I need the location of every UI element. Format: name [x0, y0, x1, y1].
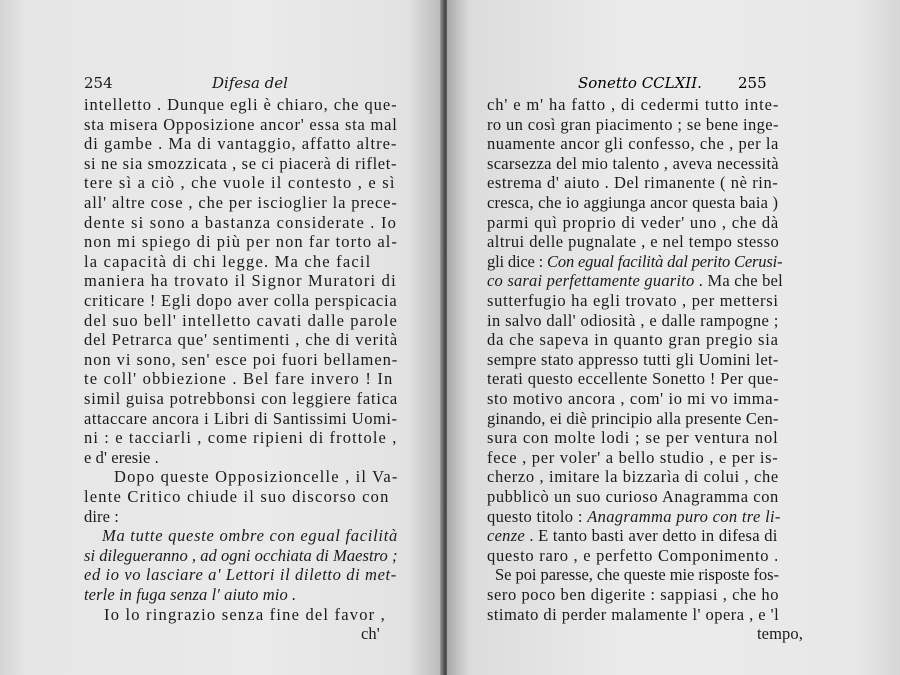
text-line: terle in fuga senza l' aiuto mio . [84, 585, 297, 604]
text-line: ch' [361, 624, 380, 644]
text-line: scarsezza del mio talento , aveva necessità [487, 153, 779, 173]
text-line: non vi sono, sen' esce poi fuori bellamen- [84, 349, 399, 369]
text-line: ch' e m' ha fatto , di cedermi tutto inte- [487, 95, 780, 114]
text-line: dente si sono a bastanza considerate . Io [84, 212, 398, 232]
text-line: all' altre cose , che per iscioglier la prece- [84, 193, 398, 212]
text-line: parmi quì proprio di veder' uno , che dà [487, 212, 779, 232]
text-line: non mi spiego di più per non far torto al- [84, 232, 398, 252]
text-line: tere sì a ciò , che vuole il contesto , e sì [84, 173, 396, 193]
text-line: altrui delle pugnalate , e nel tempo stesso [487, 232, 780, 252]
text-line: questo titolo : Anagramma puro con tre li- [487, 506, 781, 526]
left-page-number: 254 [84, 74, 113, 92]
text-line: sta misera Opposizione ancor' essa sta mal [84, 114, 398, 134]
text-line: maniera ha trovato il Signor Muratori di [84, 271, 397, 291]
text-line: estrema d' aiuto . Del rimanente ( nè rin- [487, 173, 779, 193]
text-line: ed io vo lasciare a' Lettori il diletto di met- [84, 565, 397, 585]
text-line: te coll' obbiezione . Bel fare invero ! In [84, 369, 394, 389]
text-line: cherzo , imitare la bizzarìa di colui , che [487, 467, 779, 487]
text-line: sura con molte lodi ; se per ventura nol [487, 428, 779, 448]
text-line: pubblicò un suo curioso Anagramma con [487, 487, 779, 506]
text-line: in salvo dall' odiosità , e dalle rampogne ; [487, 310, 779, 330]
right-page-number: 255 [738, 74, 767, 92]
text-line: Ma tutte queste ombre con egual facilità [102, 526, 398, 546]
text-line: intelletto . Dunque egli è chiaro, che que- [84, 95, 398, 114]
text-line: sero poco ben digerite : sappiasi , che ho [487, 585, 780, 604]
text-line: del suo bell' intelletto cavati dalle parole [84, 310, 398, 330]
text-line: da che sapeva in quanto gran pregio sia [487, 330, 779, 350]
text-line: Dopo queste Opposizioncelle , il Va- [114, 467, 399, 487]
text-line: tempo, [757, 624, 803, 644]
text-line: Io lo ringrazio senza fine del favor , [104, 604, 386, 624]
text-line: gli dice : Con egual facilità dal perito Cerusi- [487, 251, 783, 271]
text-line: del Petrarca que' sentimenti , che di verità [84, 330, 399, 350]
text-line: terati questo eccellente Sonetto ! Per que- [487, 369, 779, 389]
left-page [0, 0, 443, 675]
text-line: questo raro , e perfetto Componimento . [487, 545, 779, 565]
text-line: ginando, ei diè principio alla presente Cen- [487, 408, 779, 428]
text-line: dire : [84, 506, 119, 526]
text-line: di gambe . Ma di vantaggio, affatto altre- [84, 134, 398, 154]
text-line: si ne sia smozzicata , se ci piacerà di riflet- [84, 153, 398, 173]
text-line: sutterfugio ha egli trovato , per mettersi [487, 291, 779, 310]
text-line: cenze . E tanto basti aver detto in difesa di [487, 526, 778, 546]
text-line: sempre stato appresso tutti gli Uomini let- [487, 349, 779, 369]
text-line: stimato di perder malamente l' opera , e 'l [487, 604, 780, 624]
right-running-head: Sonetto CCLXII. [578, 74, 702, 92]
text-line: ro un così gran piacimento ; se bene inge- [487, 114, 779, 134]
text-line: simil guisa potrebbonsi con leggiere fatica [84, 389, 398, 408]
text-line: attaccare ancora i Libri di Santissimi Uomi- [84, 408, 398, 428]
text-line: lente Critico chiude il suo discorso con [84, 487, 390, 506]
text-line: co sarai perfettamente guarito . Ma che bel [487, 271, 783, 291]
text-line: la capacità di chi legge. Ma che facil [84, 251, 372, 271]
text-line: criticare ! Egli dopo aver colla perspicacia [84, 291, 398, 310]
text-line: fece , per voler' a bello studio , e per is- [487, 447, 779, 467]
text-line: sto motivo ancora , com' io mi vo imma- [487, 389, 780, 408]
left-running-head: Difesa del [212, 74, 288, 92]
text-line: ni : e tacciarli , come ripieni di frottole , [84, 428, 398, 448]
text-line: si dilegueranno , ad ogni occhiata di Maestro ; [84, 545, 398, 565]
text-line: Se poi paresse, che queste mie risposte fos- [495, 565, 779, 585]
text-line: e d' eresie . [84, 447, 159, 467]
text-line: cresca, che io aggiunga ancor questa baia ) [487, 193, 779, 212]
text-line: nuamente ancor gli confesso, che , per la [487, 134, 779, 154]
